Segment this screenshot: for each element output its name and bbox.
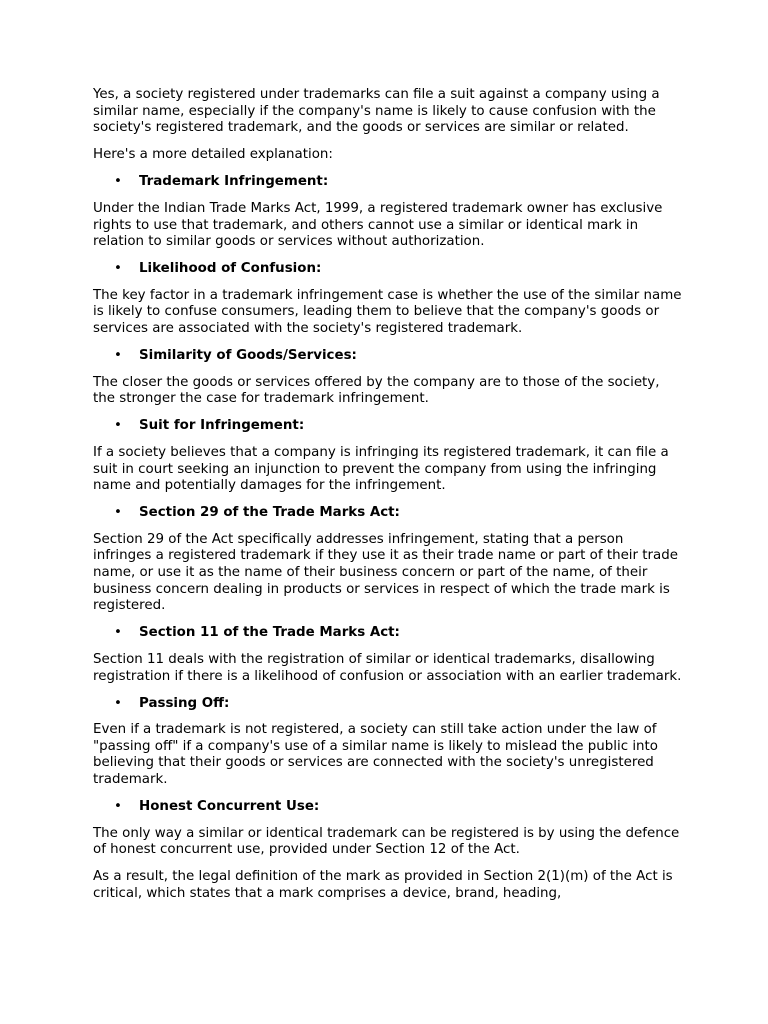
bullet-icon: • [114,799,122,815]
section-heading-label: Similarity of Goods/Services: [139,348,357,364]
section-body: Under the Indian Trade Marks Act, 1999, a registered trademark owner has exclusive rights to use that trademark, and others cannot use a similar or identical mark in relation to similar goods or services without authorization. [93,200,663,250]
section-heading-list [93,261,683,278]
section-body: The only way a similar or identical trademark can be registered is by using the defence of honest concurrent use, provided under Section 12 of the Act. [93,825,680,858]
bullet-icon: • [114,695,122,711]
section-body: Section 29 of the Act specifically addresses infringement, stating that a person infringes a registered trademark if they use it as their trade name or part of their trade name, or use it as the name of their business concern or part of the name, of their business concern dealing in products or services in respect of which the trade mark is registered. [93,531,678,614]
section-heading-label: Honest Concurrent Use: [139,799,320,815]
bullet-icon: • [114,625,122,641]
section-heading-list [93,418,683,435]
intro-paragraph: Yes, a society registered under trademarks can file a suit against a company using a similar name, especially if the company's name is likely to cause confusion with the society's registered trademark, and the goods or services are similar or related. [93,87,660,136]
section-heading [93,348,683,365]
section-heading [93,625,683,642]
bullet-icon: • [114,261,122,277]
section-heading [93,261,683,278]
bullet-icon: • [114,348,122,364]
section-heading-list [93,348,683,365]
section-body: The key factor in a trademark infringement case is whether the use of the similar name is likely to confuse consumers, leading them to believe that the company's goods or services are associated with the society's registered trademark. [93,287,682,337]
section-heading-label: Suit for Infringement: [139,418,305,434]
section-heading-list [93,799,683,816]
bullet-icon: • [114,174,122,190]
section-heading [93,799,683,816]
section-heading-label: Section 11 of the Trade Marks Act: [139,625,400,641]
bullet-icon: • [114,505,122,521]
section-body: The closer the goods or services offered by the company are to those of the society, the stronger the case for trademark infringement. [93,374,660,407]
section-heading-list [93,174,683,191]
section-body: Even if a trademark is not registered, a society can still take action under the law of "passing off" if a company's use of a similar name is likely to mislead the public into believing that their goods or services are connected with the society's unregistered trademark. [93,722,658,787]
bullet-icon: • [114,418,122,434]
section-heading-label: Section 29 of the Trade Marks Act: [139,505,400,521]
section-heading [93,505,683,522]
section-heading-label: Likelihood of Confusion: [139,261,322,277]
section-heading [93,696,683,713]
section-heading-label: Passing Off: [139,695,230,711]
section-heading-list [93,625,683,642]
section-body: If a society believes that a company is infringing its registered trademark, it can file a suit in court seeking an injunction to prevent the company from using the infringing name and potentially damages for the infringement. [93,445,669,494]
lead-paragraph: Here's a more detailed explanation: [93,147,333,163]
section-heading-list [93,696,683,713]
section-heading [93,174,683,191]
section-heading [93,418,683,435]
section-body: Section 11 deals with the registration of similar or identical trademarks, disallowing registration if there is a likelihood of confusion or association with an earlier trademark. [93,651,682,684]
document-page [93,87,683,913]
closing-paragraph: As a result, the legal definition of the mark as provided in Section 2(1)(m) of the Act is critical, which states that a mark comprises a device, brand, heading, [93,869,673,901]
section-heading-list [93,505,683,522]
section-heading-label: Trademark Infringement: [139,174,329,190]
